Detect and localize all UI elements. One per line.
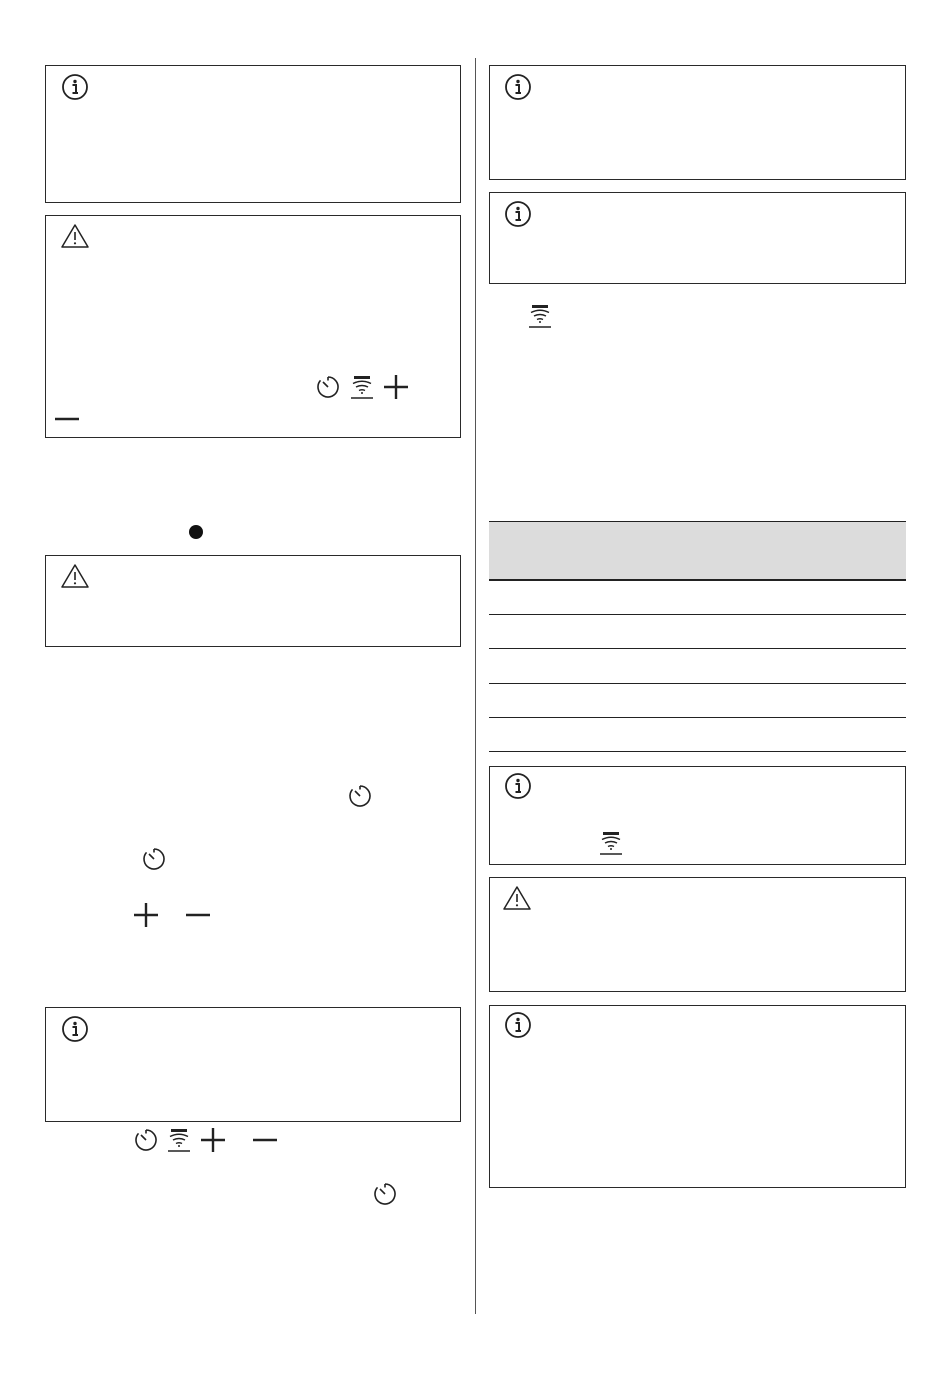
timer-icon bbox=[347, 783, 373, 809]
info-circle-icon bbox=[504, 1011, 532, 1039]
info-box-4 bbox=[489, 192, 906, 284]
hob2hood-signal-icon bbox=[528, 303, 552, 329]
timer-icon bbox=[141, 846, 167, 872]
filled-dot-icon bbox=[188, 524, 204, 540]
info-circle-icon bbox=[504, 73, 532, 101]
hob2hood-signal-icon bbox=[599, 830, 623, 856]
info-box-5 bbox=[489, 766, 906, 865]
plus-icon bbox=[133, 902, 159, 928]
column-divider bbox=[475, 58, 476, 1314]
info-box-2 bbox=[45, 1007, 461, 1122]
info-circle-icon bbox=[61, 1015, 89, 1043]
info-box-6 bbox=[489, 1005, 906, 1188]
table-row-line bbox=[489, 751, 906, 752]
minus-icon bbox=[252, 1127, 278, 1153]
warning-box-1 bbox=[45, 215, 461, 438]
info-circle-icon bbox=[61, 73, 89, 101]
table-row-line bbox=[489, 614, 906, 615]
minus-icon bbox=[185, 902, 211, 928]
info-box-1 bbox=[45, 65, 461, 203]
table-row-line bbox=[489, 579, 906, 581]
warning-box-3 bbox=[489, 877, 906, 992]
info-box-3 bbox=[489, 65, 906, 180]
plus-icon bbox=[383, 374, 409, 400]
table-row-line bbox=[489, 648, 906, 649]
table-header bbox=[489, 521, 906, 579]
warning-triangle-icon bbox=[502, 885, 532, 911]
warning-triangle-icon bbox=[60, 563, 90, 589]
timer-icon bbox=[133, 1127, 159, 1153]
hob2hood-signal-icon bbox=[350, 374, 374, 400]
warning-box-2 bbox=[45, 555, 461, 647]
table-row-line bbox=[489, 717, 906, 718]
timer-icon bbox=[315, 374, 341, 400]
hob2hood-signal-icon bbox=[167, 1127, 191, 1153]
table-row-line bbox=[489, 683, 906, 684]
info-circle-icon bbox=[504, 772, 532, 800]
timer-icon bbox=[372, 1181, 398, 1207]
info-circle-icon bbox=[504, 200, 532, 228]
plus-icon bbox=[200, 1127, 226, 1153]
minus-icon bbox=[54, 406, 80, 432]
warning-triangle-icon bbox=[60, 223, 90, 249]
